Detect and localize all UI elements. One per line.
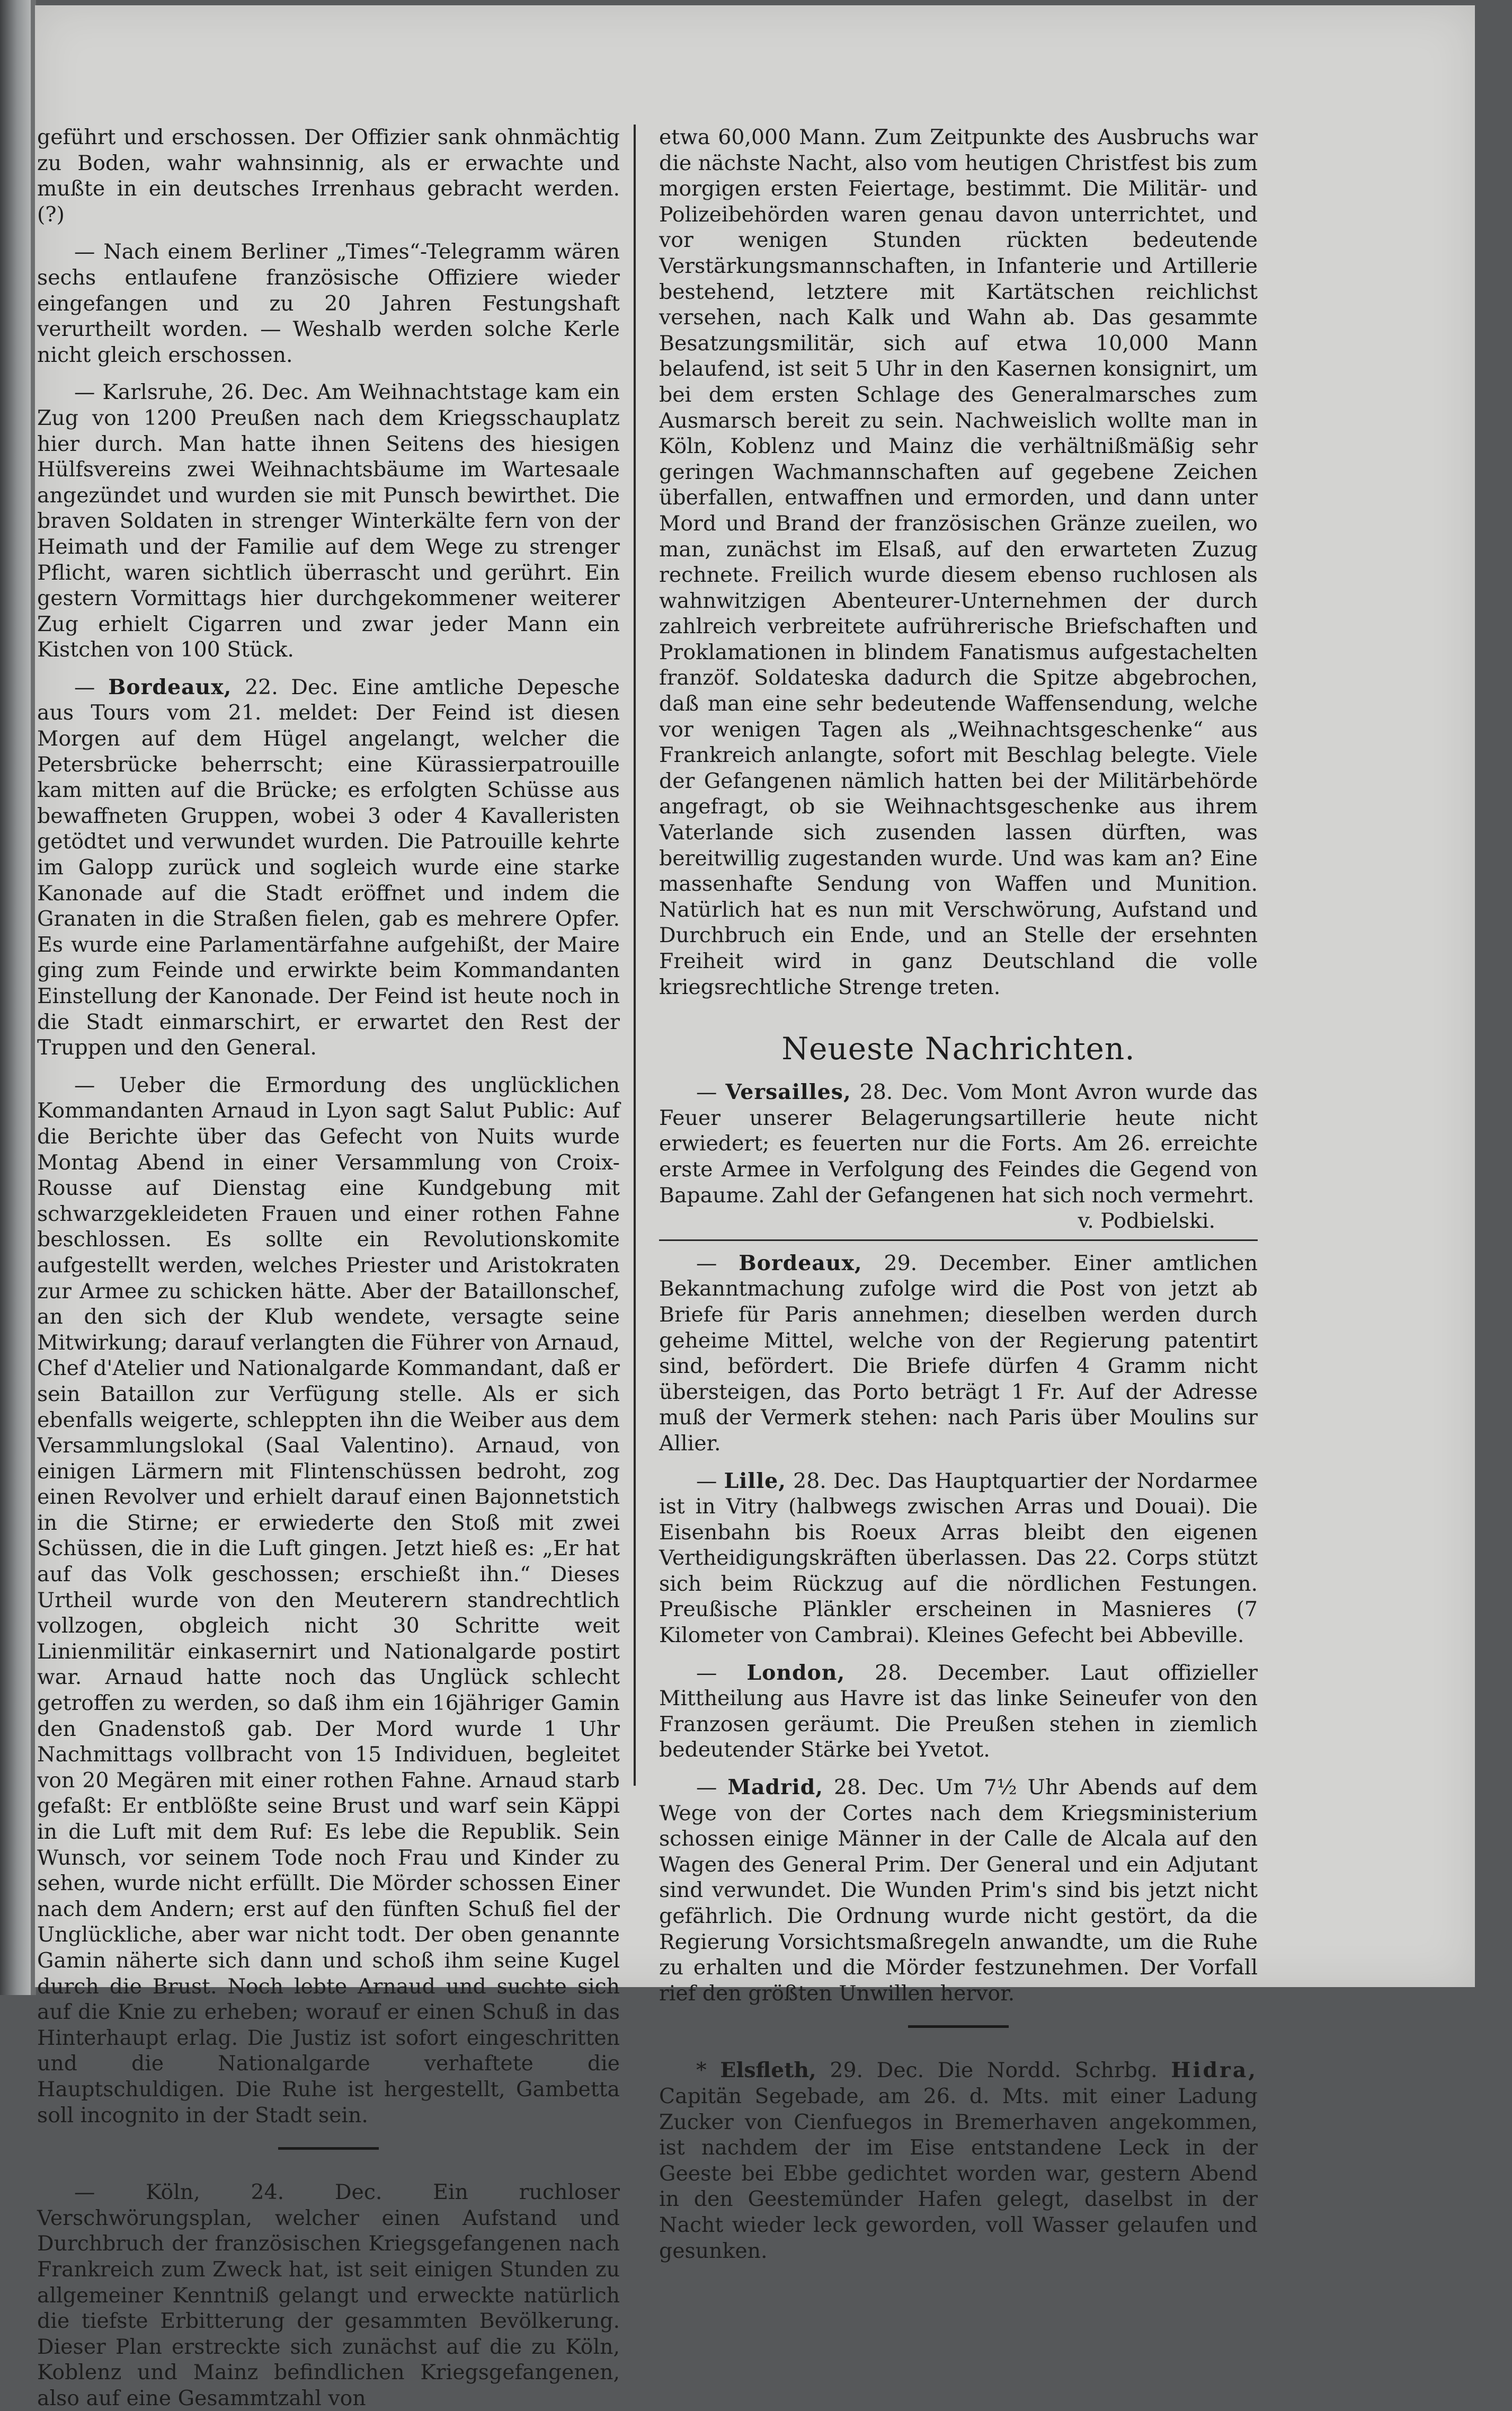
news-bordeaux: — Bordeaux, 29. December. Einer amtlichen Bekanntmachung zufolge wird die Post von jetzt ab Briefe für Paris annehmen; dieselben werden durch geheime Mittel, welche von der Regierung patentirt sind, befördert. Die Briefe dürfen 4 Gramm nicht übersteigen, das Porto beträgt 1 Fr. Auf der Adresse muß der Vermerk stehen: nach Paris über Moulins sur Allier. — [659, 1251, 1258, 1456]
news-bordeaux-text: 29. December. Einer amtlichen Bekanntmachung zufolge wird die Post von jetzt ab Briefe für Paris annehmen; dieselben werden durch geheime Mittel, welche von der Regierung patentirt sind, befördert. Die Briefe dürfen 4 Gramm nicht übersteigen, das Porto beträgt 1 Fr. Auf der Adresse muß der Vermerk stehen: nach Paris über Moulins sur Allier. — [659, 1251, 1258, 1456]
news-elsfleth — [659, 2058, 1258, 2264]
asterisk-marker: * — [696, 2058, 721, 2083]
dateline-bordeaux: Bordeaux, — [108, 675, 232, 699]
news-madrid: — Madrid, 28. Dec. Um 7½ Uhr Abends auf dem Wege von der Cortes nach dem Kriegsministerium schossen einige Männer in der Calle de Alcala auf den Wagen des General Prim. Der General und ein Adjutant sind verwundet. Die Wunden Prim's sind bis jetzt nicht gefährlich. Die Ordnung wurde nicht gestört, da die Regierung Vorsichtsmaßregeln anwandte, um die Ruhe zu erhalten und die Mörder festzunehmen. Der Vorfall rief den größten Unwillen hervor. — [659, 1775, 1258, 2006]
news-elsfleth-text-b: Capitän Segebade, am 26. d. Mts. mit einer Ladung Zucker von Cienfuegos in Bremerhaven angekommen, ist nachdem der im Eise entstandene Leck in der Geeste bei Ebbe gedichtet worden war, gestern Abend in den Geestemünder Hafen gelegt, daselbst in der Nacht wieder leck geworden, voll Wasser gelaufen und gesunken. — [659, 2084, 1258, 2263]
dateline-madrid: Madrid, — [727, 1775, 823, 1800]
section-divider — [278, 2147, 379, 2150]
news-lille-text: 28. Dec. Das Hauptquartier der Nordarmee ist in Vitry (halbwegs zwischen Arras und Douai). Die Eisenbahn bis Roeux Arras bleibt den eigenen Vertheidigungskräften überlassen. Das 22. Corps stützt sich beim Rückzug auf die nördlichen Festungen. Preußische Plänkler erscheinen in Masnieres (7 Kilometer von Cambrai). Kleines Gefecht bei Abbeville. — [659, 1468, 1258, 1648]
right-column — [659, 125, 1258, 2264]
news-london: — London, 28. December. Laut offizieller Mittheilung aus Havre ist das linke Seineufer von den Franzosen geräumt. Die Preußen stehen in ziemlich bedeutender Stärke bei Yvetot. — [659, 1660, 1258, 1762]
news-london-text: 28. December. Laut offizieller Mittheilung aus Havre ist das linke Seineufer von den Franzosen geräumt. Die Preußen stehen in ziemlich bedeutender Stärke bei Yvetot. — [659, 1660, 1258, 1762]
article-koeln-continued: etwa 60,000 Mann. Zum Zeitpunkte des Ausbruchs war die nächste Nacht, also vom heutigen Christfest bis zum morgigen ersten Feiertage, bestimmt. Die Militär- und Polizeibehörden waren genau davon unterrichtet, und vor wenigen Stunden rückten bedeutende Verstärkungsmannschaften, in Infanterie und Artillerie bestehend, letztere mit Kartätschen reichlichst versehen, nach Kalk und Wahn ab. Das gesammte Besatzungsmilitär, sich auf etwa 10,000 Mann belaufend, ist seit 5 Uhr in den Kasernen konsignirt, um bei dem ersten Schlage des Generalmarsches zum Ausmarsch bereit zu sein. Nachweislich wollte man in Köln, Koblenz und Mainz die verhältnißmäßig sehr geringen Wachmannschaften auf gegebene Zeichen überfallen, entwaffnen und ermorden, und dann unter Mord und Brand der französischen Gränze zueilen, wo man, zunächst im Elsaß, auf den erwarteten Zuzug rechnete. Freilich wurde diesem ebenso ruchlosen als wahnwitzigen Abenteurer-Unternehmen der durch zahlreich verbreitete aufrührerische Briefschaften und Proklamationen in blindem Fanatismus aufgestachelten franzöf. Soldateska dadurch die Spitze abgebrochen, daß man eine sehr bedeutende Waffensendung, welche vor wenigen Tagen als „Weihnachtsgeschenke“ aus Frankreich anlangte, sofort mit Beschlag belegte. Viele der Gefangenen nämlich hatten bei der Militärbehörde angefragt, ob sie Weihnachtsgeschenke aus ihrem Vaterlande sich zusenden lassen dürften, was bereitwillig zugestanden wurde. Und was kam an? Eine massenhafte Sendung von Waffen und Munition. Natürlich hat es nun mit Verschwörung, Aufstand und Durchbruch ein Ende, und an Stelle der ersehnten Freiheit wird in ganz Deutschland die volle kriegsrechtliche Strenge treten. — [659, 125, 1258, 999]
book-spine — [0, 0, 31, 1995]
article-bordeaux-tours: — Bordeaux, 22. Dec. Eine amtliche Depesche aus Tours vom 21. meldet: Der Feind ist diesen Morgen auf dem Hügel angelangt, welcher die Petersbrücke beherrscht; eine Kürassierpatrouille kam mitten auf die Brücke; es erfolgten Schüsse aus bewaffneten Gruppen, wobei 3 oder 4 Kavalleristen getödtet und verwundet wurden. Die Patrouille kehrte im Galopp zurück und sogleich wurde eine starke Kanonade auf die Stadt eröffnet und indem die Granaten in die Straßen fielen, gab es mehrere Opfer. Es wurde eine Parlamentärfahne aufgehißt, der Maire ging zum Feinde und erwirkte beim Kommandanten Einstellung der Kanonade. Der Feind ist heute noch in die Stadt einmarschirt, er erwartet den Rest der Truppen und den General. — [37, 675, 620, 1060]
news-versailles: — Versailles, 28. Dec. Vom Mont Avron wurde das Feuer unserer Belagerungsartillerie heute nicht erwiedert; es feuerten nur die Forts. Am 26. erreichte erste Armee in Verfolgung des Feindes die Gegend von Bapaume. Zahl der Gefangenen hat sich noch vermehrt. — [659, 1080, 1258, 1208]
article-koeln-plot: — Köln, 24. Dec. Ein ruchloser Verschwörungsplan, welcher einen Aufstand und Durchbruch der französischen Kriegsgefangenen nach Frankreich zum Zweck hat, ist seit einigen Stunden zu allgemeiner Kenntniß gelangt und erweckte natürlich die tiefste Erbitterung der gesammten Bevölkerung. Dieser Plan erstreckte sich zunächst auf die zu Köln, Koblenz und Mainz befindlichen Kriegsgefangenen, also auf eine Gesammtzahl von — [37, 2180, 620, 2410]
dateline-elsfleth: Elsfleth, — [720, 2058, 816, 2083]
dateline-bordeaux-news: Bordeaux, — [739, 1251, 862, 1275]
article-officer-end: geführt und erschossen. Der Offizier sank ohnmächtig zu Boden, wahr wahnsinnig, als er erwachte und mußte in ein deutsches Irrenhaus gebracht werden. (?) — [37, 125, 620, 227]
dateline-versailles: Versailles, — [725, 1080, 851, 1105]
dateline-london: London, — [746, 1660, 846, 1685]
signature-podbielski: v. Podbielski. — [1078, 1209, 1215, 1234]
article-karlsruhe: — Karlsruhe, 26. Dec. Am Weihnachtstage kam ein Zug von 1200 Preußen nach dem Kriegsschauplatz hier durch. Man hatte ihnen Seitens des hiesigen Hülfsvereins zwei Weihnachtsbäume im Wartesaale angezündet und wurden sie mit Punsch bewirthet. Die braven Soldaten in strenger Winterkälte fern von der Heimath und der Familie auf dem Wege zu strenger Pflicht, waren sichtlich überrascht und gerührt. Ein gestern Vormittags hier durchgekommener weiterer Zug erhielt Cigarren und zwar jeder Mann ein Kistchen von 100 Stück. — [37, 380, 620, 662]
news-elsfleth-text-a: 29. Dec. Die Nordd. Schrbg. — [816, 2058, 1171, 2083]
signature-block — [659, 1208, 1258, 1241]
article-bordeaux-tours-text: 22. Dec. Eine amtliche Depesche aus Tours vom 21. meldet: Der Feind ist diesen Morgen auf dem Hügel angelangt, welcher die Petersbrücke beherrscht; eine Kürassierpatrouille kam mitten auf die Brücke; es erfolgten Schüsse aus bewaffneten Gruppen, wobei 3 oder 4 Kavalleristen getödtet und verwundet wurden. Die Patrouille kehrte im Galopp zurück und sogleich wurde eine starke Kanonade auf die Stadt eröffnet und indem die Granaten in die Straßen fielen, gab es mehrere Opfer. Es wurde eine Parlamentärfahne aufgehißt, der Maire ging zum Feinde und erwirkte beim Kommandanten Einstellung der Kanonade. Der Feind ist heute noch in die Stadt einmarschirt, er erwartet den Rest der Truppen und den General. — [37, 675, 620, 1060]
news-versailles-text: 28. Dec. Vom Mont Avron wurde das Feuer unserer Belagerungsartillerie heute nicht erwiedert; es feuerten nur die Forts. Am 26. erreichte erste Armee in Verfolgung des Feindes die Gegend von Bapaume. Zahl der Gefangenen hat sich noch vermehrt. — [659, 1080, 1258, 1208]
article-arnaud-lyon: — Ueber die Ermordung des unglücklichen Kommandanten Arnaud in Lyon sagt Salut Public: Auf die Berichte über das Gefecht von Nuits wurde Montag Abend in einer Versammlung von Croix-Rousse auf Dienstag eine Kundgebung mit schwarzgekleideten Frauen und einer rothen Fahne beschlossen. Es sollte ein Revolutionskomite aufgestellt werden, welches Priester und Aristokraten zur Armee zu schicken hätte. Aber der Bataillonschef, an den sich der Klub wendete, versagte seine Mitwirkung; darauf verlangten die Führer von Arnaud, Chef d'Atelier und Nationalgarde Kommandant, daß er sein Bataillon zur Verfügung stelle. Als er sich ebenfalls weigerte, schleppten ihn die Weiber aus dem Versammlungslokal (Saal Valentino). Arnaud, von einigen Lärmern mit Flintenschüssen bedroht, zog einen Revolver und erhielt darauf einen Bajonnetstich in die Stirne; er erwiederte den Stoß mit zwei Schüssen, die in die Luft gingen. Jetzt hieß es: „Er hat auf das Volk geschossen; erschießt ihn.“ Dieses Urtheil wurde von den Meuterern standrechtlich vollzogen, obgleich nicht 30 Schritte weit Linienmilitär einkasernirt und Nationalgarde postirt war. Arnaud hatte noch das Unglück schlecht getroffen zu werden, so daß ihm ein 16jähriger Gamin den Gnadenstoß gab. Der Mord wurde 1 Uhr Nachmittags vollbracht von 15 Individuen, begleitet von 20 Megären mit einer rothen Fahne. Arnaud starb gefaßt: Er entblößte seine Brust und warf sein Käppi in die Luft mit dem Ruf: Es lebe die Republik. Sein Wunsch, vor seinem Tode noch Frau und Kinder zu sehen, wurde nicht erfüllt. Die Mörder schossen Einer nach dem Andern; erst auf den fünften Schuß fiel der Unglückliche, aber war nicht todt. Der oben genannte Gamin näherte sich dann und schoß ihm seine Kugel durch die Brust. Noch lebte Arnaud und suchte sich auf die Knie zu erheben; worauf er einen Schuß in das Hinterhaupt erlag. Die Justiz ist sofort eingeschritten und die Nationalgarde verhaftete die Hauptschuldigen. Die Ruhe ist hergestellt, Gambetta soll incognito in der Stadt sein. — [37, 1072, 620, 2128]
article-times-telegram: — Nach einem Berliner „Times“-Telegramm wären sechs entlaufene französische Offiziere wieder eingefangen und zu 20 Jahren Festungshaft verurtheilt worden. — Weshalb werden solche Kerle nicht gleich erschossen. — [37, 240, 620, 367]
section-divider-right — [908, 2025, 1009, 2028]
news-lille: — Lille, 28. Dec. Das Hauptquartier der Nordarmee ist in Vitry (halbwegs zwischen Arras und Douai). Die Eisenbahn bis Roeux Arras bleibt den eigenen Vertheidigungskräften überlassen. Das 22. Corps stützt sich beim Rückzug auf die nördlichen Festungen. Preußische Plänkler erscheinen in Masnieres (7 Kilometer von Cambrai). Kleines Gefecht bei Abbeville. — [659, 1468, 1258, 1648]
left-column — [37, 125, 620, 2411]
news-madrid-text: 28. Dec. Um 7½ Uhr Abends auf dem Wege von der Cortes nach dem Kriegsministerium schossen einige Männer in der Calle de Alcala auf den Wagen des General Prim. Der General und ein Adjutant sind verwundet. Die Wunden Prim's sind bis jetzt nicht gefährlich. Die Ordnung wurde nicht gestört, da die Regierung Vorsichtsmaßregeln anwandte, um die Ruhe zu erhalten und die Mörder festzunehmen. Der Vorfall rief den größten Unwillen hervor. — [659, 1775, 1258, 2006]
ship-name-hidra: Hidra, — [1171, 2058, 1258, 2083]
newspaper-page — [35, 5, 1475, 2410]
section-heading-neueste-nachrichten: Neueste Nachrichten. — [781, 1031, 1135, 1067]
dateline-lille: Lille, — [724, 1468, 786, 1493]
column-divider — [634, 125, 636, 1786]
